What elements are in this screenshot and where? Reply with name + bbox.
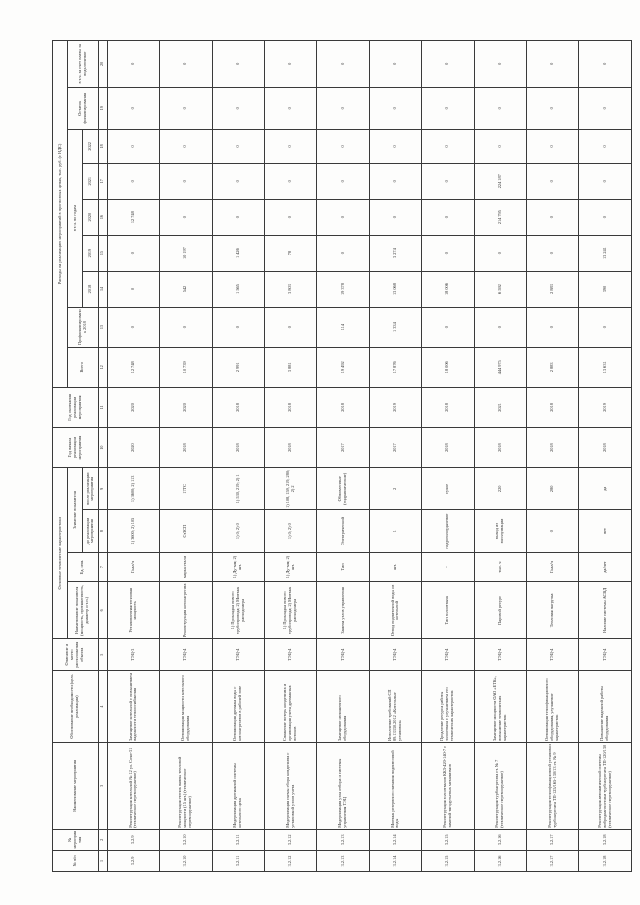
header-values-group: Значение показателя bbox=[68, 468, 83, 553]
cell-before: нет bbox=[579, 510, 631, 552]
header-year-2019: 2019 bbox=[83, 235, 98, 271]
cell-total: 2 883 bbox=[527, 347, 579, 387]
cell-after: да bbox=[579, 468, 631, 510]
cell-y2022: 0 bbox=[107, 129, 159, 163]
cell-total: 2 991 bbox=[212, 347, 264, 387]
cell-y2021: 0 bbox=[160, 163, 212, 199]
cell-before: 1) 0; 2) 0 bbox=[264, 510, 316, 552]
cell-total: 444 975 bbox=[474, 347, 526, 387]
cell-y2019: 1 426 bbox=[212, 235, 264, 271]
column-number-row bbox=[98, 41, 107, 872]
cell-fin: 0 bbox=[212, 307, 264, 347]
cell-y2021: 0 bbox=[527, 163, 579, 199]
cell-location: ТЭЦ-4 bbox=[317, 639, 369, 671]
cell-after: 220 bbox=[474, 468, 526, 510]
cell-justification: Замещение котельной с повышением надежности теплоснабжения bbox=[107, 671, 159, 743]
cell-unit: 1) Ду-мм; 2) шт. bbox=[212, 552, 264, 582]
col-number: 16 bbox=[98, 199, 107, 235]
col-number: 19 bbox=[98, 87, 107, 129]
cell-after: 1) 108, 159, 219, 280; 2) 2 bbox=[264, 468, 316, 510]
cell-num: 3.2.11 bbox=[212, 850, 264, 871]
cell-total: 19 492 bbox=[317, 347, 369, 387]
cell-y2020: 0 bbox=[579, 199, 631, 235]
cell-start: 2018 bbox=[527, 428, 579, 468]
cell-name: Монтаж резервного питания подпиточной воды bbox=[369, 743, 421, 830]
cell-conn: 0 bbox=[160, 41, 212, 88]
cell-unit: тыс. ч bbox=[474, 552, 526, 582]
cell-y2022: 0 bbox=[422, 129, 474, 163]
cell-y2019: 0 bbox=[527, 235, 579, 271]
cell-start: 2018 bbox=[264, 428, 316, 468]
cell-location: ТЭЦ-4 bbox=[422, 639, 474, 671]
cell-unit: 1) Ду-мм; 2) шт. bbox=[264, 552, 316, 582]
cell-fin: 0 bbox=[422, 307, 474, 347]
cell-start: 2018 bbox=[160, 428, 212, 468]
cell-before: СтЗСП bbox=[160, 510, 212, 552]
cell-end: 2018 bbox=[527, 387, 579, 427]
cell-rem: 0 bbox=[579, 87, 631, 129]
cell-rem: 0 bbox=[527, 87, 579, 129]
table-row bbox=[317, 41, 369, 872]
cell-name: Реконструкция автоматической системы вибродиагностики турбоагрегата ТП-120/130 (техническое перевооружение) bbox=[579, 743, 631, 830]
col-number: 17 bbox=[98, 163, 107, 199]
cell-start: 2018 bbox=[474, 428, 526, 468]
cell-y2020: 0 bbox=[422, 199, 474, 235]
cell-unit: да/нет bbox=[579, 552, 631, 582]
header-indicator: Наименование показателя (мощность, протяженность, диаметр и т.п.) bbox=[68, 582, 98, 639]
cell-num: 3.2.10 bbox=[160, 850, 212, 871]
col-number: 18 bbox=[98, 129, 107, 163]
cell-start: 2020 bbox=[107, 428, 159, 468]
cell-before: 1 bbox=[369, 510, 421, 552]
cell-y2020: 214 795 bbox=[474, 199, 526, 235]
cell-after: 2 bbox=[369, 468, 421, 510]
cell-y2020: 0 bbox=[264, 199, 316, 235]
col-number: 4 bbox=[98, 671, 107, 743]
cell-fin: 0 bbox=[474, 307, 526, 347]
header-year-2022: 2022 bbox=[83, 129, 98, 163]
cell-unit: - bbox=[422, 552, 474, 582]
cell-end: 2019 bbox=[369, 387, 421, 427]
cell-after: сухое bbox=[422, 468, 474, 510]
cell-name: Модернизация схемы сбора конденсата с установкой узлов учета bbox=[264, 743, 316, 830]
cell-code: 3.2.9 bbox=[107, 829, 159, 850]
header-after: после реализации мероприятия bbox=[83, 468, 98, 510]
cell-rem: 0 bbox=[107, 87, 159, 129]
cell-after: 1) 530, 219; 2) 1 bbox=[212, 468, 264, 510]
cell-total: 13 631 bbox=[579, 347, 631, 387]
cell-fin: 0 bbox=[264, 307, 316, 347]
cell-indicator: Реконструкция котлоагрегата bbox=[160, 582, 212, 639]
cell-conn: 0 bbox=[107, 41, 159, 88]
cell-indicator: Паровой ресурс bbox=[474, 582, 526, 639]
col-number: 1 bbox=[98, 850, 107, 871]
table-row bbox=[474, 41, 526, 872]
table-row bbox=[422, 41, 474, 872]
cell-justification: Продление ресурса работы золоотвала с улучшением его технических характеристик bbox=[422, 671, 474, 743]
cell-conn: 0 bbox=[317, 41, 369, 88]
cell-indicator: Отвод подпиточной воды из котельной bbox=[369, 582, 421, 639]
cell-before: 1) 0; 2) 0 bbox=[212, 510, 264, 552]
cell-location: ТЭЦ-4 bbox=[579, 639, 631, 671]
cell-indicator: Замена узлов управления bbox=[317, 582, 369, 639]
cell-name: Реконструкция стенок ванны тепловой мощности (15 шт.) (техническое перевооружение) bbox=[160, 743, 212, 830]
cell-before: гидрозолоудаление bbox=[422, 510, 474, 552]
cell-name: Реконструкция турбоагрегата ст. № 7 (техническое перевооружение) bbox=[474, 743, 526, 830]
cell-rem: 0 bbox=[317, 87, 369, 129]
col-number: 7 bbox=[98, 552, 107, 582]
cell-y2018: 19 378 bbox=[317, 271, 369, 307]
table-row bbox=[369, 41, 421, 872]
cell-rem: 0 bbox=[160, 87, 212, 129]
cell-y2018: 390 bbox=[579, 271, 631, 307]
header-remaining: Остаток финансирования bbox=[68, 87, 98, 129]
cell-y2020: 0 bbox=[527, 199, 579, 235]
header-year-2018: 2018 bbox=[83, 271, 98, 307]
col-number: 8 bbox=[98, 510, 107, 552]
header-financed-to: Профинансировано к 2018 bbox=[68, 307, 98, 347]
cell-rem: 0 bbox=[474, 87, 526, 129]
cell-location: ТЭЦ-4 bbox=[369, 639, 421, 671]
cell-y2021: 0 bbox=[212, 163, 264, 199]
header-costs-group: Расходы на реализацию мероприятий в прогнозных ценах, тыс. руб. (с НДС) bbox=[53, 41, 68, 388]
cell-before: выход из эксплуатации bbox=[474, 510, 526, 552]
cell-end: 2018 bbox=[212, 387, 264, 427]
cell-indicator: 1) Прокладка нового трубопровода; 2) Монтаж расходомера bbox=[212, 582, 264, 639]
header-tech-group: Основные технические характеристики bbox=[53, 468, 68, 639]
cell-location: ТЭЦ-4 bbox=[212, 639, 264, 671]
cell-conn: 0 bbox=[369, 41, 421, 88]
col-number: 15 bbox=[98, 235, 107, 271]
cell-y2021: 0 bbox=[422, 163, 474, 199]
cell-code: 3.2.12 bbox=[264, 829, 316, 850]
cell-total: 12 748 bbox=[107, 347, 159, 387]
header-justification: Обоснование необходимости (цель реализации) bbox=[53, 671, 99, 743]
cell-rem: 0 bbox=[212, 87, 264, 129]
cell-y2021: 0 bbox=[369, 163, 421, 199]
header-year-2021: 2021 bbox=[83, 163, 98, 199]
cell-fin: 0 bbox=[579, 307, 631, 347]
cell-after: 17ГС bbox=[160, 468, 212, 510]
cell-fin: 114 bbox=[317, 307, 369, 347]
cell-end: 2020 bbox=[160, 387, 212, 427]
cell-location: ТЭЦ-3 bbox=[107, 639, 159, 671]
header-start-year: Год начала реализации мероприятия bbox=[53, 428, 99, 468]
header-end-year: Год окончания реализации мероприятия bbox=[53, 387, 99, 427]
cell-num: 3.2.9 bbox=[107, 850, 159, 871]
col-number: 13 bbox=[98, 307, 107, 347]
cell-y2020: 0 bbox=[212, 199, 264, 235]
cell-after: 1) 3600; 2) 113 bbox=[107, 468, 159, 510]
cell-location: ТЭЦ-4 bbox=[264, 639, 316, 671]
cell-y2018: 3 803 bbox=[264, 271, 316, 307]
cell-conn: 0 bbox=[422, 41, 474, 88]
cell-y2020: 0 bbox=[369, 199, 421, 235]
cell-justification: Повышение надежной работы оборудования bbox=[579, 671, 631, 743]
cell-y2021: 224 187 bbox=[474, 163, 526, 199]
cell-num: 3.2.18 bbox=[579, 850, 631, 871]
cell-num: 3.2.12 bbox=[264, 850, 316, 871]
cell-fin: 0 bbox=[160, 307, 212, 347]
cell-y2019: 10 197 bbox=[160, 235, 212, 271]
header-year-2020: 2020 bbox=[83, 199, 98, 235]
cell-num: 3.2.14 bbox=[369, 850, 421, 871]
cell-y2022: 0 bbox=[579, 129, 631, 163]
cell-conn: 0 bbox=[527, 41, 579, 88]
col-number: 20 bbox=[98, 41, 107, 88]
header-name: Наименование мероприятия bbox=[53, 743, 99, 830]
table-row bbox=[527, 41, 579, 872]
header-location: Описание и место расположения объекта bbox=[53, 639, 99, 671]
header-incl-connection: в т.ч. за счет платы за подключение bbox=[68, 41, 98, 88]
cell-y2018: 1 565 bbox=[212, 271, 264, 307]
header-num: № п/п bbox=[53, 850, 99, 871]
cell-num: 3.2.16 bbox=[474, 850, 526, 871]
cell-y2019: 3 274 bbox=[369, 235, 421, 271]
investment-program-table bbox=[52, 40, 632, 872]
cell-end: 2018 bbox=[422, 387, 474, 427]
cell-justification: Оптимизация теплофикационного оборудования, улучшение характеристик bbox=[527, 671, 579, 743]
cell-y2019: 78 bbox=[264, 235, 316, 271]
cell-y2022: 0 bbox=[212, 129, 264, 163]
rotated-investment-table bbox=[52, 40, 624, 872]
cell-start: 2017 bbox=[317, 428, 369, 468]
cell-end: 2018 bbox=[317, 387, 369, 427]
cell-total: 17 876 bbox=[369, 347, 421, 387]
cell-code: 3.2.17 bbox=[527, 829, 579, 850]
cell-y2018: 18 006 bbox=[422, 271, 474, 307]
cell-justification: Оптимизация мощности котельного оборудования bbox=[160, 671, 212, 743]
cell-indicator: Тип золоотвала bbox=[422, 582, 474, 639]
col-number: 10 bbox=[98, 428, 107, 468]
cell-code: 3.2.10 bbox=[160, 829, 212, 850]
cell-unit: Гкал/ч bbox=[107, 552, 159, 582]
cell-code: 3.2.14 bbox=[369, 829, 421, 850]
header-total: Всего bbox=[68, 347, 98, 387]
cell-y2019: 0 bbox=[474, 235, 526, 271]
cell-justification: Оптимизация дренажа воды с котлоагрегатов в рабочей зоне bbox=[212, 671, 264, 743]
cell-start: 2018 bbox=[579, 428, 631, 468]
cell-y2019: 0 bbox=[422, 235, 474, 271]
cell-y2021: 0 bbox=[264, 163, 316, 199]
header-by-years: в т.ч. по годам bbox=[68, 129, 83, 307]
table-row bbox=[107, 41, 159, 872]
cell-after: Обновленные (гидравлические) bbox=[317, 468, 369, 510]
cell-y2021: 0 bbox=[107, 163, 159, 199]
header-code: № мероприятия bbox=[53, 829, 99, 850]
table-row bbox=[579, 41, 631, 872]
cell-justification: Исполнение требований СП 89.13330.2012 «Котельные установки» bbox=[369, 671, 421, 743]
cell-start: 2017 bbox=[369, 428, 421, 468]
cell-fin: 1 334 bbox=[369, 307, 421, 347]
cell-y2018: 542 bbox=[160, 271, 212, 307]
cell-indicator: 1) Прокладка нового трубопровода; 2) Монтаж расходомера bbox=[264, 582, 316, 639]
cell-unit: Гкал/ч bbox=[527, 552, 579, 582]
cell-conn: 0 bbox=[579, 41, 631, 88]
cell-total: 18 006 bbox=[422, 347, 474, 387]
cell-end: 2021 bbox=[474, 387, 526, 427]
cell-fin: 0 bbox=[527, 307, 579, 347]
cell-conn: 0 bbox=[212, 41, 264, 88]
col-number: 5 bbox=[98, 639, 107, 671]
cell-justification: Снижение потерь конденсата и организация учета дренажных потоков bbox=[264, 671, 316, 743]
cell-name: Модернизация дренажной системы котельного цеха bbox=[212, 743, 264, 830]
col-number: 2 bbox=[98, 829, 107, 850]
cell-conn: 0 bbox=[474, 41, 526, 88]
cell-code: 3.2.11 bbox=[212, 829, 264, 850]
cell-after: 280 bbox=[527, 468, 579, 510]
col-number: 11 bbox=[98, 387, 107, 427]
cell-indicator: Тепловая нагрузка bbox=[527, 582, 579, 639]
cell-justification: Замещение изношенного оборудования bbox=[317, 671, 369, 743]
cell-rem: 0 bbox=[422, 87, 474, 129]
cell-location: ТЭЦ-4 bbox=[474, 639, 526, 671]
cell-location: ТЭЦ-4 bbox=[160, 639, 212, 671]
cell-end: 2019 bbox=[579, 387, 631, 427]
cell-indicator: Наличие системы АСВД bbox=[579, 582, 631, 639]
cell-y2021: 0 bbox=[317, 163, 369, 199]
cell-name: Реконструкция котельной № 12 ул. Сочи-31 (техническое перевооружение) bbox=[107, 743, 159, 830]
cell-y2019: 0 bbox=[317, 235, 369, 271]
cell-y2020: 0 bbox=[160, 199, 212, 235]
cell-num: 3.2.13 bbox=[317, 850, 369, 871]
cell-y2018: 2 883 bbox=[527, 271, 579, 307]
cell-end: 2018 bbox=[264, 387, 316, 427]
table-row bbox=[212, 41, 264, 872]
cell-rem: 0 bbox=[264, 87, 316, 129]
cell-y2020: 12 748 bbox=[107, 199, 159, 235]
cell-before: 0 bbox=[527, 510, 579, 552]
cell-y2021: 0 bbox=[579, 163, 631, 199]
cell-total: 3 881 bbox=[264, 347, 316, 387]
header-unit: Ед. изм. bbox=[68, 552, 98, 582]
cell-y2018: 13 068 bbox=[369, 271, 421, 307]
cell-num: 3.2.15 bbox=[422, 850, 474, 871]
header-before: до реализации мероприятия bbox=[83, 510, 98, 552]
cell-y2022: 0 bbox=[474, 129, 526, 163]
col-number: 12 bbox=[98, 347, 107, 387]
col-number: 9 bbox=[98, 468, 107, 510]
cell-unit: Тип bbox=[317, 552, 369, 582]
cell-indicator: Установленная тепловая мощность bbox=[107, 582, 159, 639]
cell-y2019: 0 bbox=[107, 235, 159, 271]
cell-code: 3.2.15 bbox=[422, 829, 474, 850]
cell-code: 3.2.18 bbox=[579, 829, 631, 850]
cell-unit: марка стали bbox=[160, 552, 212, 582]
cell-name: Реконструкция теплофикационной установки турбоагрегата ТП-125/165-130/13 ст. № 9 bbox=[527, 743, 579, 830]
cell-y2022: 0 bbox=[527, 129, 579, 163]
cell-name: Модернизация узла отбора и системы управления ТЭЦ bbox=[317, 743, 369, 830]
cell-total: 10 739 bbox=[160, 347, 212, 387]
header-row-1 bbox=[53, 41, 68, 872]
col-number: 3 bbox=[98, 743, 107, 830]
cell-y2018: 6 592 bbox=[474, 271, 526, 307]
cell-num: 3.2.17 bbox=[527, 850, 579, 871]
cell-y2022: 0 bbox=[160, 129, 212, 163]
col-number: 6 bbox=[98, 582, 107, 639]
cell-y2019: 13 241 bbox=[579, 235, 631, 271]
cell-location: ТЭЦ-4 bbox=[527, 639, 579, 671]
cell-y2018: 0 bbox=[107, 271, 159, 307]
col-number: 14 bbox=[98, 271, 107, 307]
cell-fin: 0 bbox=[107, 307, 159, 347]
table-row bbox=[160, 41, 212, 872]
cell-before: Электрический bbox=[317, 510, 369, 552]
cell-conn: 0 bbox=[264, 41, 316, 88]
cell-y2022: 0 bbox=[317, 129, 369, 163]
cell-name: Реконструкция золоотвалов ККЗ-420-140-7 с заменой тягодутьевых механизмов bbox=[422, 743, 474, 830]
cell-end: 2020 bbox=[107, 387, 159, 427]
cell-code: 3.2.13 bbox=[317, 829, 369, 850]
cell-rem: 0 bbox=[369, 87, 421, 129]
table-row bbox=[264, 41, 316, 872]
table-body bbox=[107, 41, 631, 872]
cell-y2020: 0 bbox=[317, 199, 369, 235]
cell-unit: шт. bbox=[369, 552, 421, 582]
cell-start: 2018 bbox=[422, 428, 474, 468]
cell-y2022: 0 bbox=[264, 129, 316, 163]
cell-start: 2018 bbox=[212, 428, 264, 468]
cell-before: 1) 3600; 2) 105 bbox=[107, 510, 159, 552]
cell-y2022: 0 bbox=[369, 129, 421, 163]
cell-code: 3.2.16 bbox=[474, 829, 526, 850]
cell-justification: Замещение мощности ОАО «ЕТК», повышение технических характеристик bbox=[474, 671, 526, 743]
